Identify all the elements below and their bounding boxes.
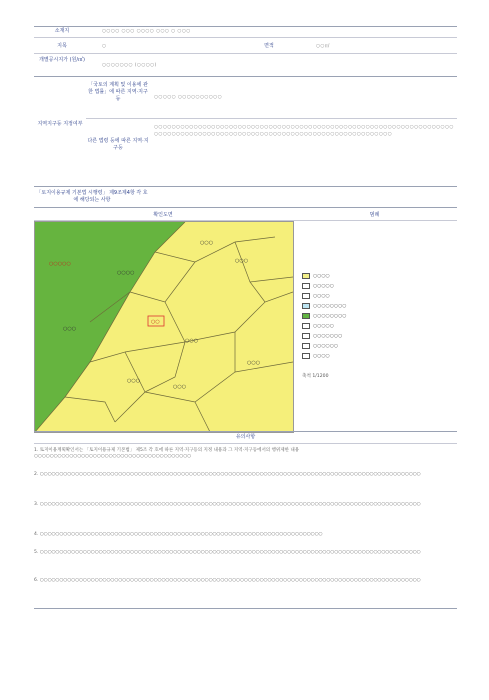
rule-bottom: [34, 608, 457, 609]
note-5: 5. ○○○○○○○○○○○○○○○○○○○○○○○○○○○○○○○○○○○○○○○○○○○○○○○○○○○○○○○○○○○○○○○○○○○○○○○○○○○○○○○○○○○○○○○○○○○○○○○○○: [34, 550, 421, 555]
legend-swatch: [302, 303, 310, 309]
map-legend: [292, 221, 457, 431]
map-label-9: ○○○: [127, 378, 141, 384]
note-6: 6. ○○○○○○○○○○○○○○○○○○○○○○○○○○○○○○○○○○○○○○○○○○○○○○○○○○○○○○○○○○○○○○○○○○○○○○○○○○○○○○○○○○○○○○○○○○○○○○○○○: [34, 578, 421, 583]
legend-swatch: [302, 323, 310, 329]
map-label-7: ○○○: [185, 338, 199, 344]
rule-top: [34, 26, 457, 27]
map-drawing: [35, 222, 293, 432]
legend-swatch: [302, 353, 310, 359]
note-3: 3. ○○○○○○○○○○○○○○○○○○○○○○○○○○○○○○○○○○○○○○○○○○○○○○○○○○○○○○○○○○○○○○○○○○○○○○○○○○○○○○○○○○○○○○○○○○○○○○○○○: [34, 502, 421, 507]
zoning-row1-label: 「국토의 계획 및 이용에 관한 법률」에 따른 지역·지구등: [88, 82, 148, 102]
legend-item-7: [302, 333, 342, 339]
legend-label: ○○○○○○○○: [313, 313, 347, 319]
rule-4: [86, 118, 457, 119]
map-title: 확인도면: [153, 212, 173, 218]
zoning-label: 지역지구등 지정여부: [37, 121, 83, 127]
legend-label: ○○○○○○: [313, 343, 339, 349]
legend-item-9: [302, 353, 330, 359]
legend-label: ○○○○○: [313, 283, 334, 289]
field1-label: 소재지: [54, 28, 70, 34]
note-4: 4. ○○○○○○○○○○○○○○○○○○○○○○○○○○○○○○○○○○○○○○○○○○○○○○○○○○○○○○○○○○○○○○○○○○○○○○○○: [34, 532, 323, 537]
legend-label: ○○○○○: [313, 323, 334, 329]
document-sheet: [34, 26, 457, 611]
map-label-6: ○○○: [235, 258, 249, 264]
legend-label: ○○○○: [313, 353, 330, 359]
legend-item-1: [302, 273, 330, 279]
map-scale: 축척 1/1200: [302, 374, 329, 379]
legend-item-6: [302, 323, 334, 329]
field1-value: ○○○○ ○○○ ○○○○ ○○○ ○ ○○○: [102, 29, 191, 34]
zoning-row1-value: ○○○○○ ○○○○○○○○○○: [154, 95, 222, 100]
legend-item-5: [302, 313, 347, 319]
rule-5: [34, 186, 457, 187]
legend-swatch: [302, 313, 310, 319]
legend-item-2: [302, 283, 334, 289]
legend-swatch: [302, 293, 310, 299]
field3-label: 면적: [264, 43, 274, 49]
notes-title: 유의사항: [235, 434, 256, 440]
note-1: 1. 토지이용계획확인서는 「토지이용규제 기본법」 제5조 각 호에 따른 지역·지구등의 지정 내용과 그 지역·지구등에서의 행위제한 내용 ○○○○○○○○○○○○○○○○○○○○○○○○○○○○○○○○○○○○○○○○: [34, 448, 300, 459]
map-label-5: ○○○: [200, 240, 214, 246]
rule-6: [34, 207, 457, 208]
rule-9: [34, 443, 457, 444]
legend-swatch: [302, 343, 310, 349]
legend-swatch: [302, 273, 310, 279]
zoning-row2-label: 다른 법령 등에 따른 지역·지구등: [87, 138, 149, 151]
legend-label: ○○○○○○○: [313, 333, 343, 339]
rule-2: [34, 53, 457, 54]
map-label-8: ○○○: [247, 360, 261, 366]
rule-3: [34, 76, 457, 77]
legend-item-4: [302, 303, 347, 309]
map-label-1: ○○○○○: [49, 261, 71, 267]
legend-item-3: [302, 293, 330, 299]
field4-label: 개별공시지가 (원/㎡): [39, 57, 85, 63]
map-label-4: ○○○: [63, 326, 77, 332]
note-2: 2. ○○○○○○○○○○○○○○○○○○○○○○○○○○○○○○○○○○○○○○○○○○○○○○○○○○○○○○○○○○○○○○○○○○○○○○○○○○○○○○○○○○○○○○○○○○○○○○○○○: [34, 472, 421, 477]
map-label-10: ○○○: [173, 384, 187, 390]
legend-label: ○○○○○○○○: [313, 303, 347, 309]
field2-value: ○: [102, 44, 107, 49]
zoning-row2-value: ○○○○○○○○○○○○○○○○○○○○○○○○○○○○○○○○○○○○○○○○○○○○○○○○○○○○○○○○○○○○○○○○○○○○○○○○○○○○○○○○○○○○○○○○○○○○○○○○○○○○○○○○○○○○○○○○○○○○○○○○○○: [154, 125, 454, 137]
field4-value: ○○○○○○○ (○○○○): [102, 63, 157, 68]
legend-item-8: [302, 343, 338, 349]
legend-swatch: [302, 333, 310, 339]
map-label-2: ○○○○: [117, 270, 135, 276]
zoning-row3-label: 「토지이용규제 기본법 시행령」 제9조제4항 각 호에 해당되는 사항: [36, 190, 148, 203]
legend-label: ○○○○: [313, 273, 330, 279]
rule-1: [34, 37, 457, 38]
legend-swatch: [302, 283, 310, 289]
rule-8: [34, 431, 457, 432]
field3-value: ○○㎡: [316, 44, 330, 49]
legend-label: ○○○○: [313, 293, 330, 299]
legend-title: 범례: [369, 212, 380, 218]
map-label-3: ○○: [151, 319, 160, 325]
field2-label: 지목: [57, 43, 67, 49]
land-map: [34, 221, 294, 433]
